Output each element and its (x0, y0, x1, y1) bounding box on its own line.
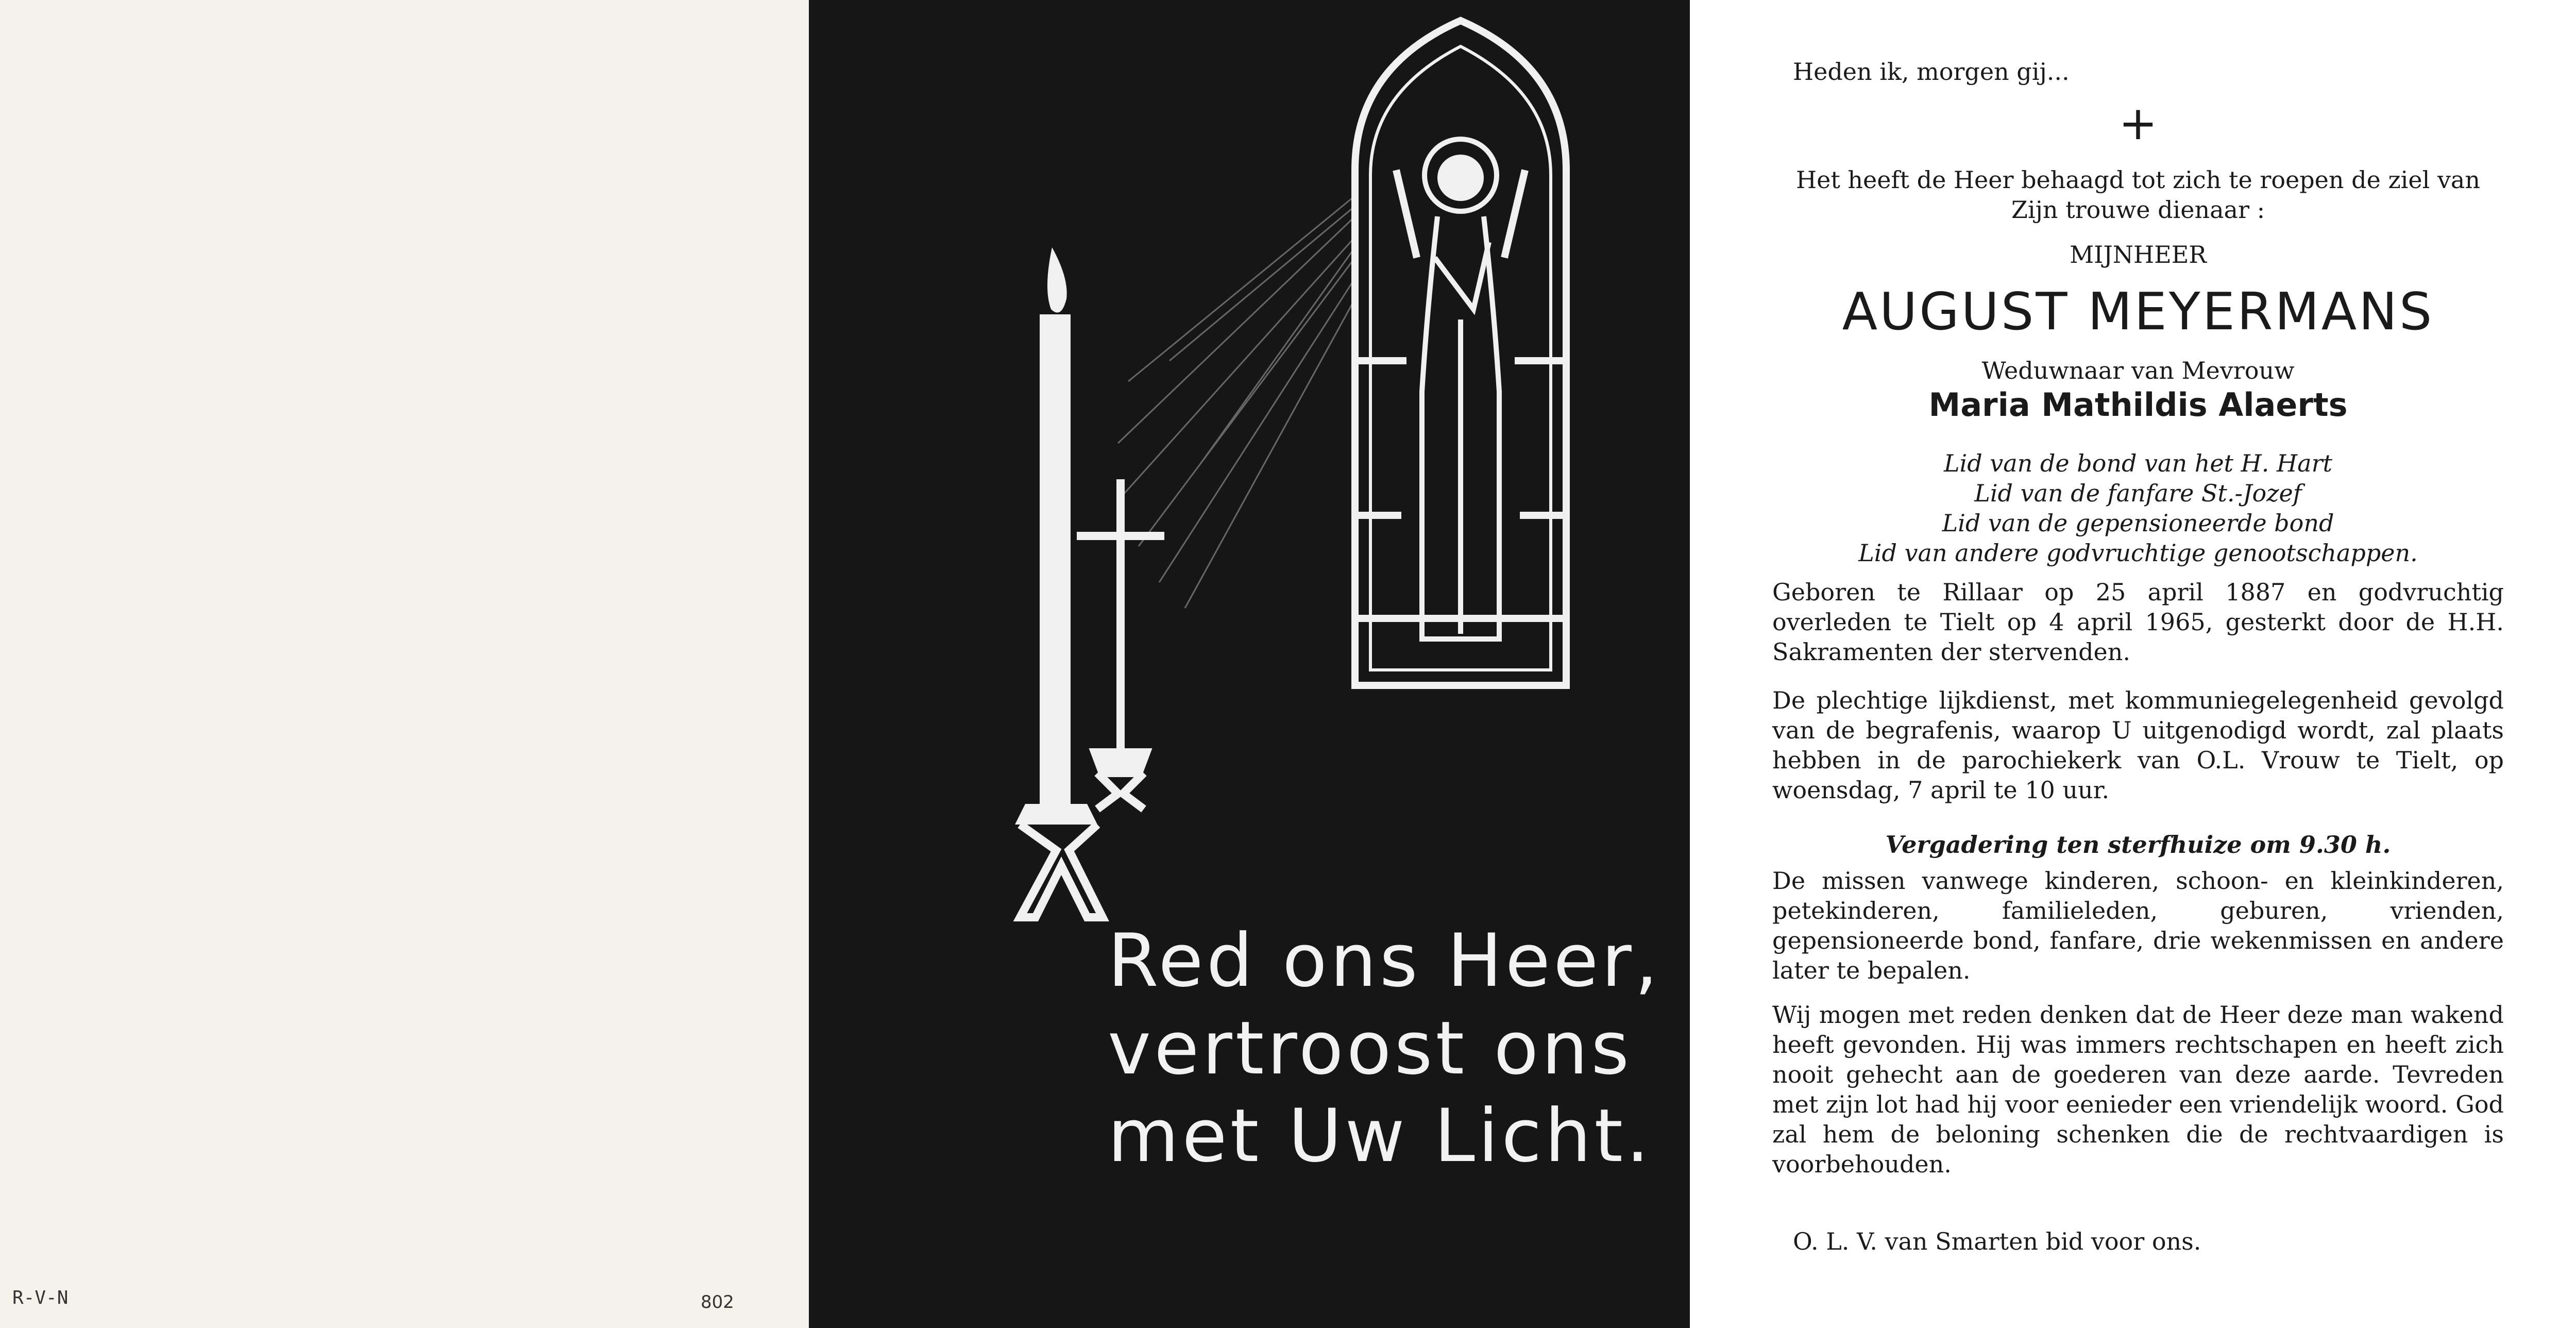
verse-line: Red ons Heer, (1108, 918, 1661, 1003)
intro-text: Het heeft de Heer behaagd tot zich te roepen de ziel van Zijn trouwe dienaar : (1795, 166, 2480, 224)
membership: Lid van de fanfare St.-Jozef (1974, 479, 2302, 507)
membership: Lid van andere godvruchtige genootschappen. (1858, 539, 2418, 567)
prayer-text: O. L. V. van Smarten bid voor ons. (1793, 1228, 2201, 1255)
membership: Lid van de gepensioneerde bond (1942, 509, 2334, 537)
back-page (0, 0, 809, 1328)
light-rays (1118, 196, 1355, 608)
motto: Heden ik, morgen gij... (1793, 58, 2070, 86)
card-number: 802 (701, 1292, 734, 1313)
spouse-name: Maria Mathildis Alaerts (1928, 386, 2348, 424)
illustration-page (809, 0, 1690, 1328)
printer-code: R-V-N (12, 1287, 69, 1308)
verse-line: vertroost ons (1108, 1006, 1633, 1091)
gathering-text: Vergadering ten sterfhuize om 9.30 h. (1885, 831, 2391, 859)
widower-label: Weduwnaar van Mevrouw (1981, 357, 2295, 384)
reflection-text: Wij mogen met reden denken dat de Heer deze man wakend heeft gevonden. Hij was immers rechtschapen en heeft zich nooit gehecht aan de goederen van deze aarde. Tevreden met zijn lot had hij voor eenieder een vriendelijk woord. God zal hem de beloning schenken die de rechtvaardigen is voorbehouden. (1772, 1001, 2504, 1178)
membership: Lid van de bond van het H. Hart (1943, 449, 2333, 477)
cross-symbol: + (2119, 96, 2158, 150)
praying-figure (1422, 139, 1499, 639)
verse (1108, 917, 1674, 1180)
deceased-name: AUGUST MEYERMANS (1842, 281, 2434, 342)
verse-line: met Uw Licht. (1108, 1094, 1653, 1179)
title: MIJNHEER (2070, 241, 2207, 268)
thanks-page (2550, 0, 2576, 1328)
membership-list (1772, 448, 2504, 568)
birth-death-text: Geboren te Rillaar op 25 april 1887 en godvruchtig overleden te Tielt op 4 april 1965, gesterkt door de H.H. Sakramenten der stervenden. (1772, 578, 2504, 666)
obituary-text-page (1690, 0, 2550, 1328)
masses-text: De missen vanwege kinderen, schoon- en kleinkinderen, petekinderen, familieleden, geburen, vrienden, gepensioneerde bond, fanfare, drie wekenmissen en andere later te bepalen. (1772, 867, 2504, 984)
funeral-text: De plechtige lijkdienst, met kommuniegelegenheid gevolgd van de begrafenis, waarop U uitgenodigd wordt, zal plaats hebben in de parochiekerk van O.L. Vrouw te Tielt, op woensdag, 7 april te 10 uur. (1772, 686, 2504, 804)
candle (1015, 247, 1103, 917)
